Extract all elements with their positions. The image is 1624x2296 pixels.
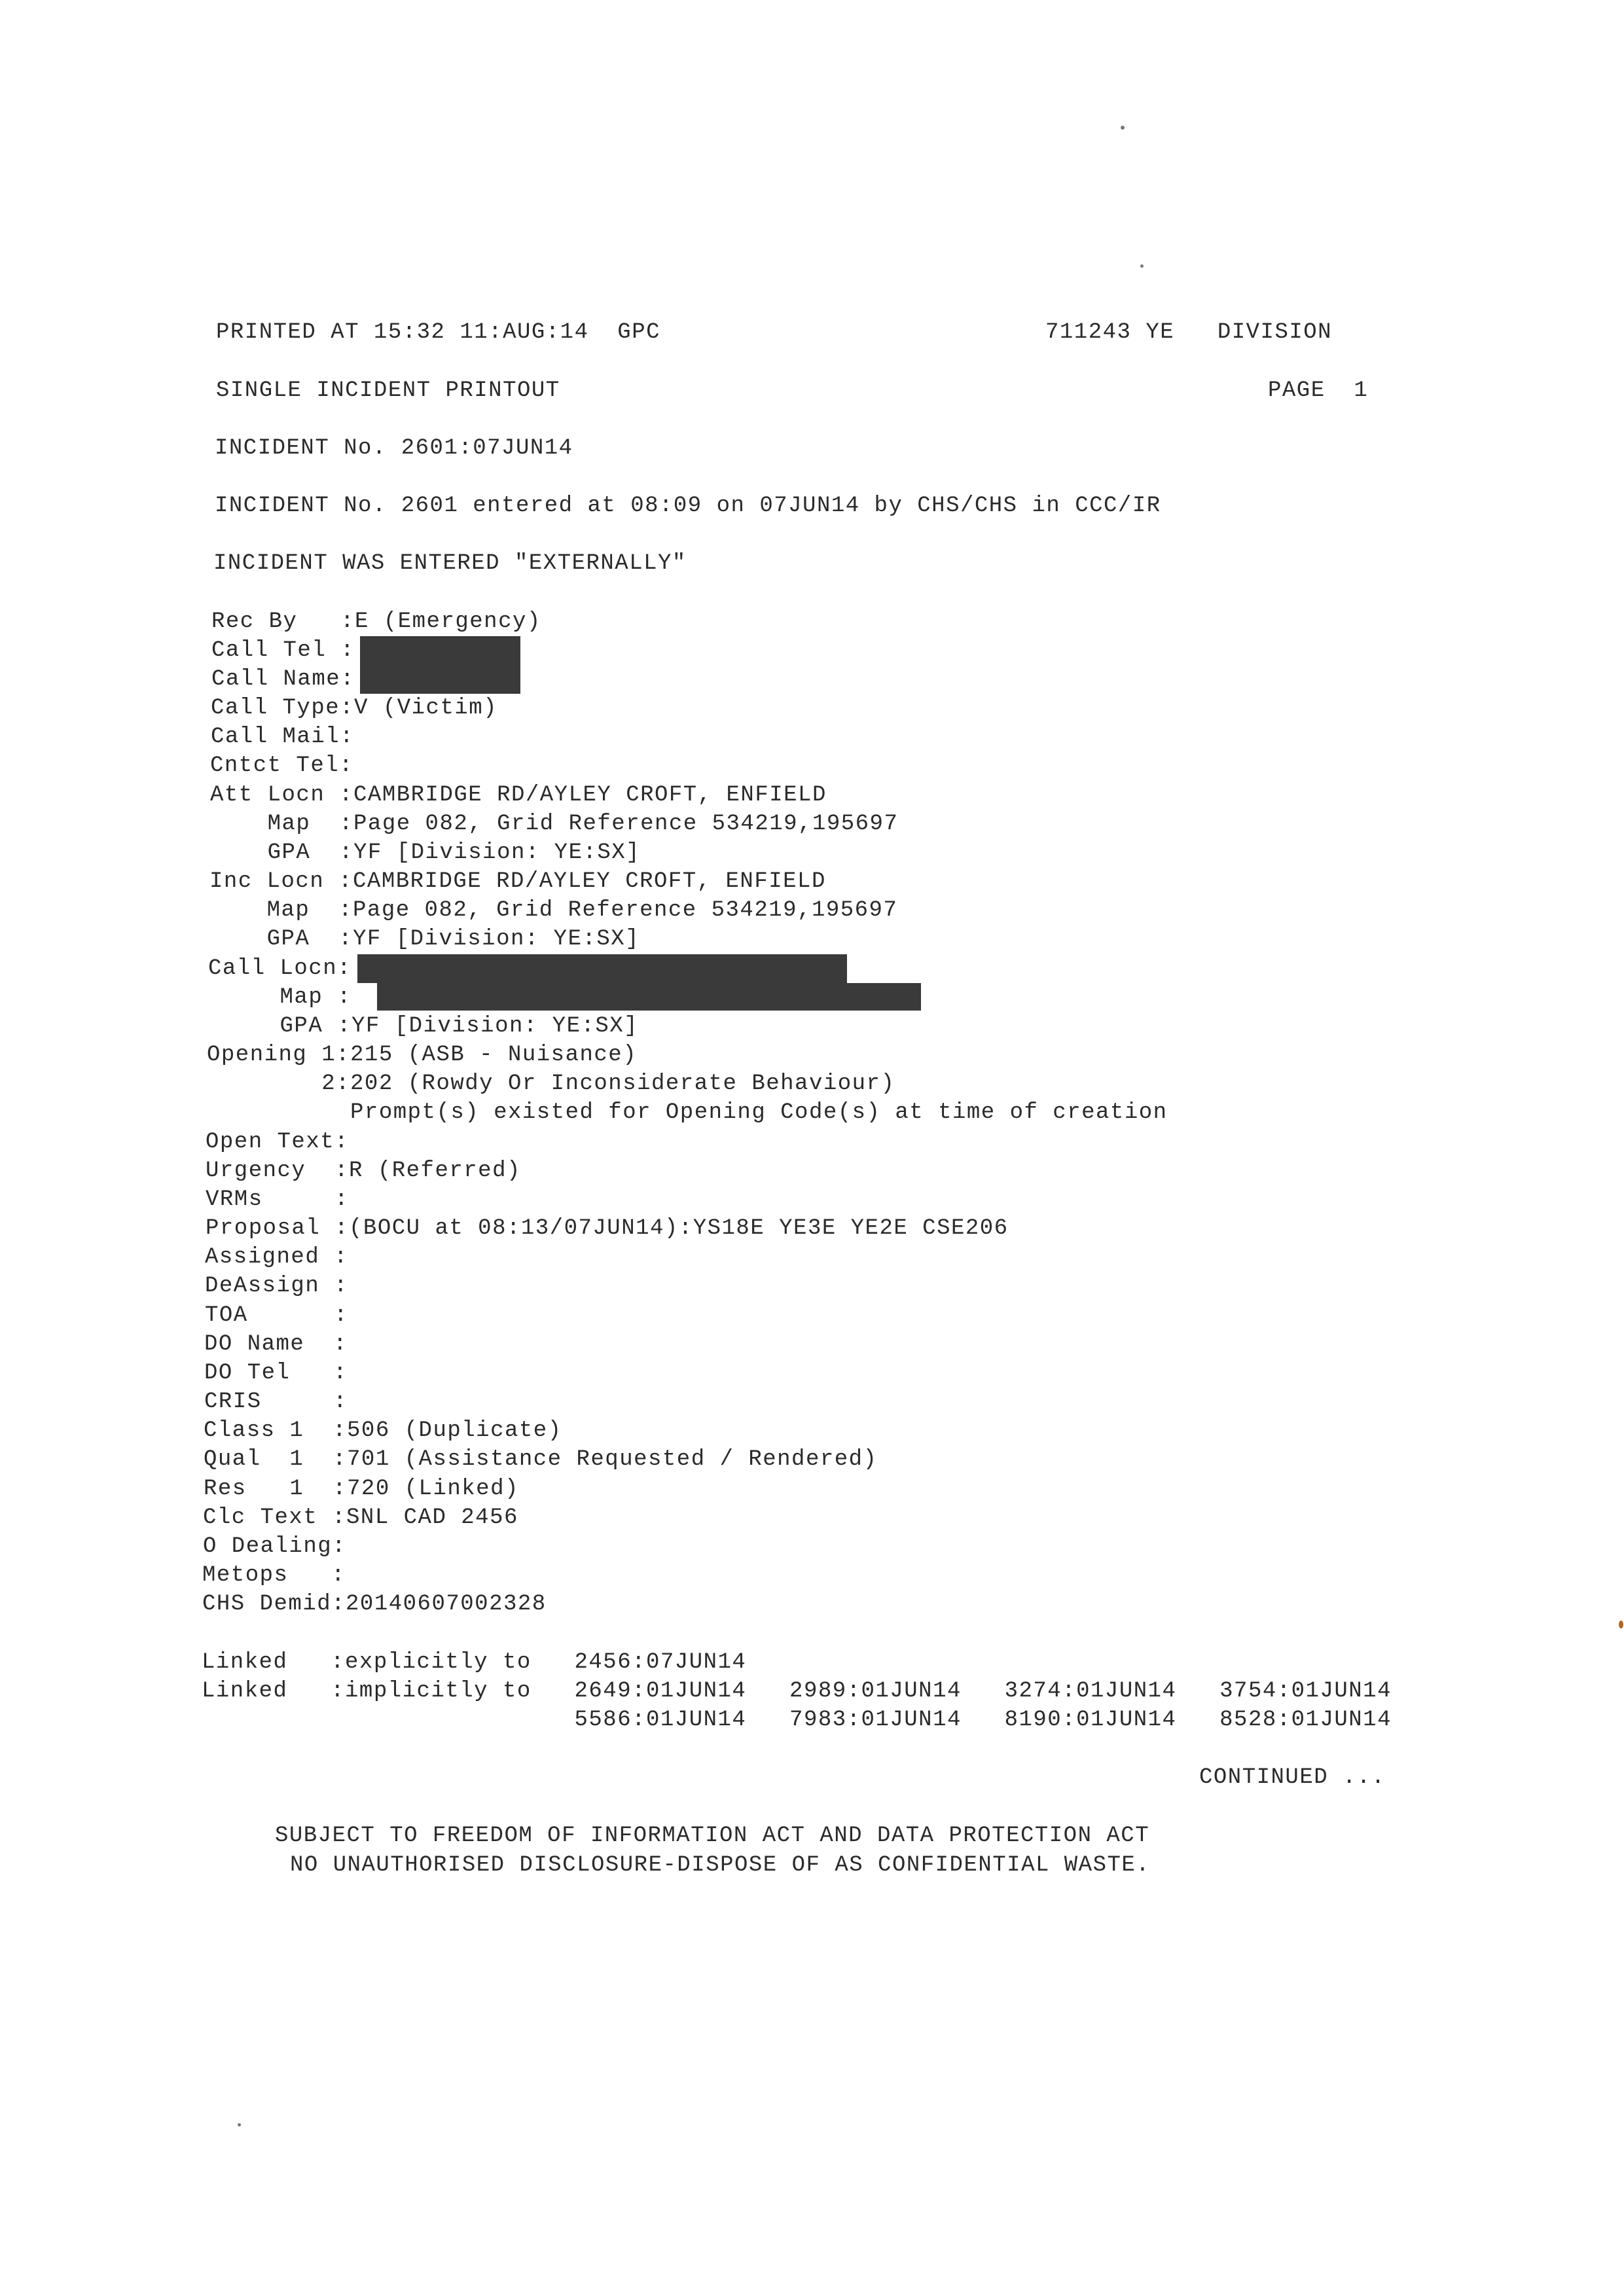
- opening-prompt: Prompt(s) existed for Opening Code(s) at time of creation: [207, 1100, 1168, 1125]
- chs-demid: CHS Demid:20140607002328: [202, 1592, 547, 1617]
- incident-number: INCIDENT No. 2601:07JUN14: [215, 436, 573, 461]
- linked-explicit: Linked :explicitly to 2456:07JUN14: [202, 1650, 747, 1675]
- printed-at: PRINTED AT 15:32 11:AUG:14 GPC: [216, 320, 661, 345]
- qualifier-1: Qual 1 :701 (Assistance Requested / Rendered): [204, 1447, 878, 1472]
- class-1: Class 1 :506 (Duplicate): [204, 1418, 562, 1443]
- call-name: Call Name:: [211, 667, 355, 692]
- vrms: VRMs :: [206, 1187, 350, 1212]
- call-type: Call Type:V (Victim): [211, 696, 498, 721]
- call-mail: Call Mail:: [211, 725, 355, 749]
- rec-by: Rec By :E (Emergency): [211, 609, 541, 634]
- linked-implicit-continued: 5586:01JUN14 7983:01JUN14 8190:01JUN14 8528:01JUN14: [202, 1708, 1392, 1732]
- incident-gpa: GPA :YF [Division: YE:SX]: [209, 927, 640, 952]
- redaction-call-map: [377, 983, 921, 1011]
- opening-code-2: 2:202 (Rowdy Or Inconsiderate Behaviour): [207, 1071, 895, 1096]
- footer-disposal-notice: NO UNAUTHORISED DISCLOSURE-DISPOSE OF AS CONFIDENTIAL WASTE.: [290, 1853, 1151, 1878]
- officer-dealing: O Dealing:: [203, 1534, 347, 1559]
- cris: CRIS :: [204, 1390, 348, 1414]
- attendance-location: Att Locn :CAMBRIDGE RD/AYLEY CROFT, ENFIELD: [210, 783, 827, 808]
- scan-speck: [1121, 126, 1125, 130]
- scan-speck: [238, 2123, 241, 2126]
- redaction-call-tel-name: [360, 636, 520, 694]
- call-gpa: GPA :YF [Division: YE:SX]: [208, 1014, 639, 1039]
- footer-foi-notice: SUBJECT TO FREEDOM OF INFORMATION ACT AND DATA PROTECTION ACT: [275, 1823, 1150, 1848]
- opening-code-1: Opening 1:215 (ASB - Nuisance): [207, 1043, 638, 1067]
- incident-location: Inc Locn :CAMBRIDGE RD/AYLEY CROFT, ENFIELD: [209, 869, 826, 894]
- scan-speck: [1140, 264, 1144, 268]
- assigned: Assigned :: [205, 1245, 349, 1270]
- proposal: Proposal :(BOCU at 08:13/07JUN14):YS18E YE3E YE2E CSE206: [206, 1216, 1009, 1241]
- contact-tel: Cntct Tel:: [210, 753, 354, 778]
- redaction-call-location: [357, 954, 847, 983]
- incident-entered: INCIDENT No. 2601 entered at 08:09 on 07JUN14 by CHS/CHS in CCC/IR: [215, 493, 1161, 518]
- incident-map: Map :Page 082, Grid Reference 534219,195697: [209, 898, 898, 923]
- attendance-gpa: GPA :YF [Division: YE:SX]: [210, 840, 641, 865]
- continued-marker: CONTINUED ...: [1199, 1765, 1386, 1790]
- scan-speck: [1619, 1621, 1623, 1628]
- do-tel: DO Tel :: [204, 1361, 348, 1386]
- closing-text: Clc Text :SNL CAD 2456: [203, 1505, 518, 1530]
- division-ref: 711243 YE DIVISION: [1045, 320, 1333, 345]
- toa: TOA :: [205, 1303, 349, 1328]
- document-title: SINGLE INCIDENT PRINTOUT: [216, 378, 560, 403]
- attendance-map: Map :Page 082, Grid Reference 534219,195697: [210, 812, 899, 836]
- entered-externally: INCIDENT WAS ENTERED "EXTERNALLY": [213, 551, 687, 576]
- deassign: DeAssign :: [205, 1274, 349, 1299]
- call-tel: Call Tel :: [211, 638, 355, 663]
- linked-implicit: Linked :implicitly to 2649:01JUN14 2989:01JUN14 3274:01JUN14 3754:01JUN14: [202, 1679, 1392, 1704]
- do-name: DO Name :: [204, 1332, 348, 1357]
- page-number: PAGE 1: [1268, 378, 1369, 403]
- result-1: Res 1 :720 (Linked): [204, 1477, 519, 1501]
- call-location: Call Locn:: [208, 956, 352, 981]
- open-text: Open Text:: [206, 1130, 350, 1155]
- call-map: Map :: [208, 985, 352, 1010]
- urgency: Urgency :R (Referred): [206, 1158, 521, 1183]
- metops: Metops :: [202, 1563, 346, 1588]
